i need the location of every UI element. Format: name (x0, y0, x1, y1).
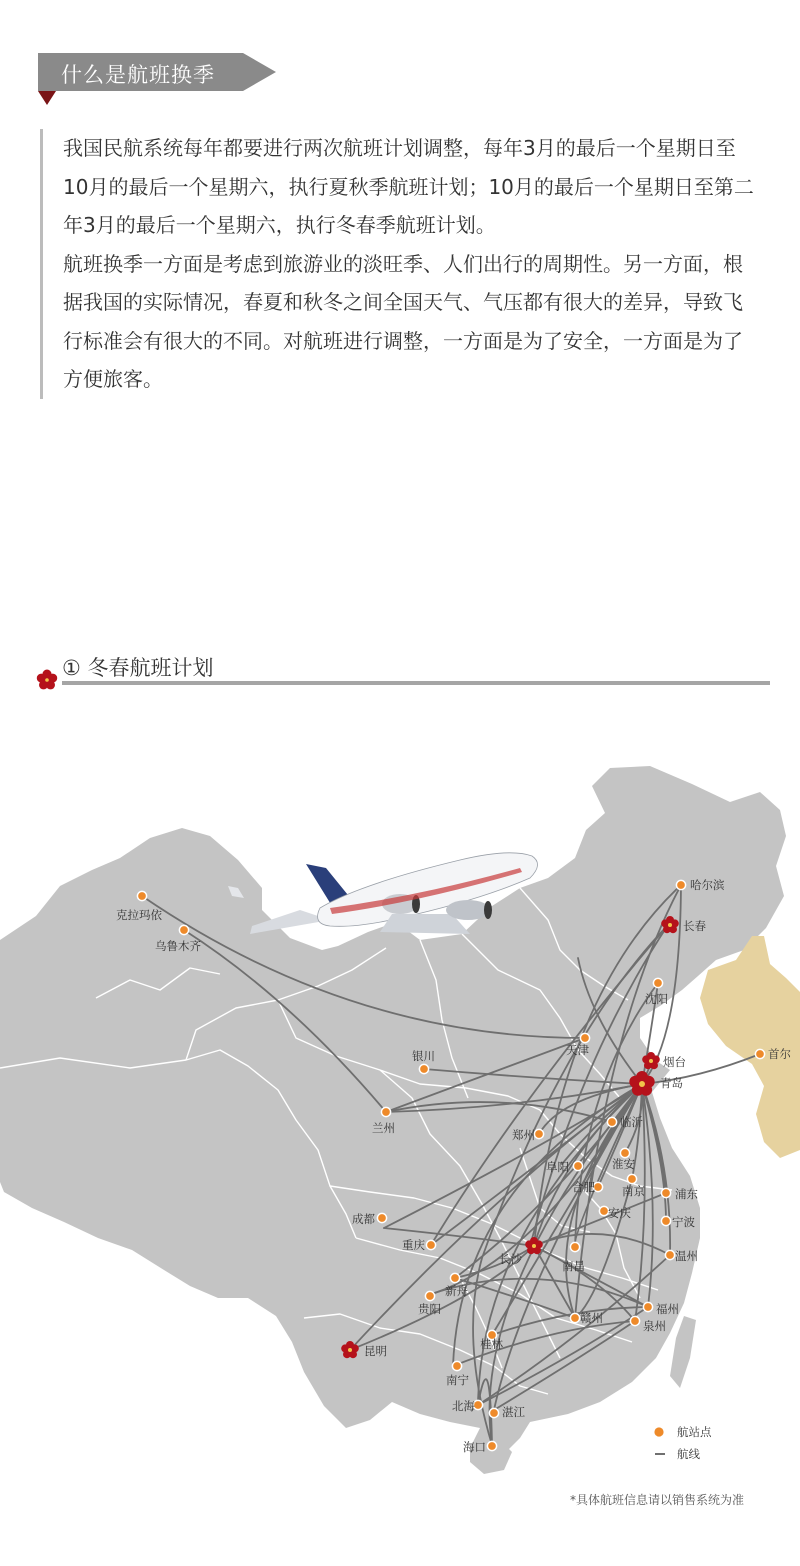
legend-route-label: 航线 (677, 1447, 700, 1461)
legend-station-label: 航站点 (677, 1425, 712, 1439)
city-nanchang: 南昌 (562, 1259, 585, 1273)
city-zhengzhou: 郑州 (512, 1128, 535, 1142)
city-chengdu: 成都 (352, 1212, 375, 1226)
section-title: ① 冬春航班计划 (62, 656, 214, 680)
city-wulumuqi: 乌鲁木齐 (155, 939, 201, 953)
section-banner (38, 53, 276, 93)
city-fuzhou: 福州 (656, 1302, 679, 1316)
city-pudong: 浦东 (675, 1187, 698, 1201)
route-map (0, 738, 800, 1483)
legend-station-dot (654, 1427, 663, 1436)
city-fuyang: 阜阳 (546, 1160, 569, 1174)
city-hefei: 合肥 (572, 1180, 595, 1194)
section-rule (62, 681, 770, 685)
city-haerbin: 哈尔滨 (690, 878, 725, 892)
intro-text-block (40, 129, 755, 399)
city-qingdao: 青岛 (660, 1076, 683, 1090)
city-nanjing: 南京 (622, 1184, 645, 1198)
city-lanzhou: 兰州 (372, 1121, 395, 1135)
city-yantai: 烟台 (663, 1055, 686, 1069)
city-quanzhou: 泉州 (643, 1319, 666, 1333)
footnote: *具体航班信息请以销售系统为准 (569, 1493, 744, 1507)
flower-logo-icon (36, 669, 58, 691)
banner-title: 什么是航班换季 (61, 63, 215, 87)
city-guilin: 桂林 (480, 1337, 503, 1351)
city-huaian: 淮安 (612, 1157, 635, 1171)
city-changchun: 长春 (683, 919, 706, 933)
city-ningbo: 宁波 (672, 1215, 695, 1229)
city-yinchuan: 银川 (412, 1049, 435, 1063)
city-xinzhou: 新舟 (445, 1284, 468, 1298)
city-haikou: 海口 (463, 1440, 486, 1454)
city-nanning: 南宁 (446, 1373, 469, 1387)
city-tianjin: 天津 (566, 1043, 589, 1057)
city-shouer: 首尔 (768, 1047, 791, 1061)
city-shenyang: 沈阳 (645, 992, 668, 1006)
city-linyi: 临沂 (620, 1115, 643, 1129)
map-legend (654, 1425, 712, 1461)
city-anqing: 安庆 (608, 1206, 631, 1220)
city-kelamayi: 克拉玛依 (116, 908, 162, 922)
city-beihai: 北海 (452, 1399, 475, 1413)
city-ganzhou: 赣州 (580, 1311, 603, 1325)
city-kunming: 昆明 (364, 1344, 387, 1358)
city-guiyang: 贵阳 (418, 1302, 441, 1316)
winter-spring-section-header (36, 650, 770, 690)
city-zhanjiang: 湛江 (502, 1405, 525, 1419)
intro-paragraph-1: 我国民航系统每年都要进行两次航班计划调整，每年3月的最后一个星期日至10月的最后一个星期六，执行夏秋季航班计划；10月的最后一个星期日至第二年3月的最后一个星期六，执行冬春季航班计划。 (63, 136, 754, 237)
china-land (0, 766, 786, 1474)
city-chongqing: 重庆 (402, 1238, 425, 1252)
city-wenzhou: 温州 (675, 1249, 698, 1263)
intro-paragraph-2: 航班换季一方面是考虑到旅游业的淡旺季、人们出行的周期性。另一方面，根据我国的实际情况，春夏和秋冬之间全国天气、气压都有很大的差异，导致飞行标准会有很大的不同。对航班进行调整，一方面是为了安全，一方面是为了方便旅客。 (63, 251, 743, 391)
city-changsha: 长沙 (499, 1252, 522, 1266)
banner-fold (38, 91, 56, 105)
